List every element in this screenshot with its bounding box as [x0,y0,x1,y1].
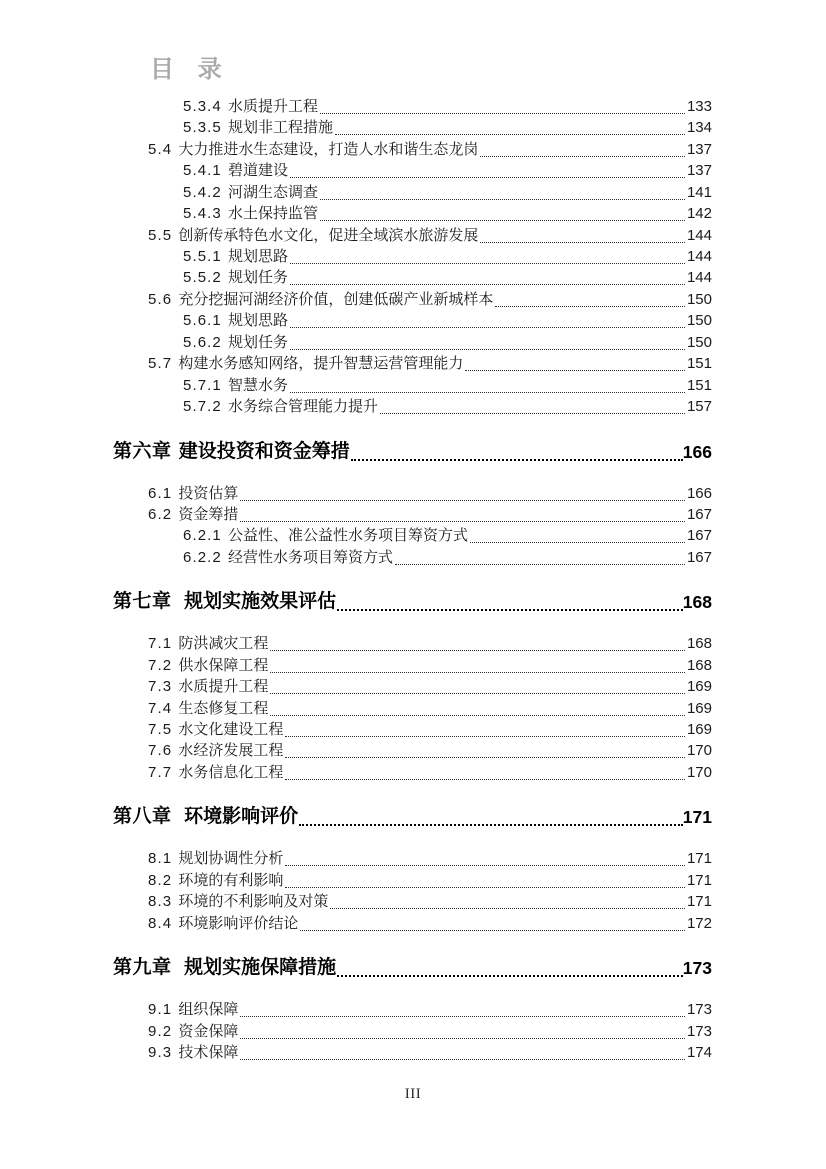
toc-entry[interactable] [113,203,712,224]
toc-entry-page: 172 [686,914,712,932]
toc-entry[interactable] [113,182,712,203]
toc-list [113,96,712,1063]
toc-entry[interactable] [113,741,712,762]
toc-entry-title: 规划协调性分析 [178,850,284,868]
toc-entry[interactable] [113,762,712,783]
toc-entry-separator [172,804,183,830]
toc-entry-separator [172,289,176,310]
toc-entry-separator [222,310,226,331]
toc-entry-page: 137 [686,162,712,180]
toc-entry-title: 水土保持监管 [228,205,319,223]
toc-entry-page: 144 [686,269,712,287]
toc-entry-title: 公益性、准公益性水务项目筹资方式 [228,527,469,545]
toc-entry-page: 141 [686,183,712,201]
toc-entry-page: 167 [686,505,712,523]
leader-dots [285,757,685,758]
toc-entry-page: 171 [686,850,712,868]
toc-entry-number: 5.6.1 [183,312,222,330]
toc-entry-title: 技术保障 [178,1043,239,1061]
toc-entry-separator [172,504,176,525]
toc-entry-title: 规划实施效果评估 [184,591,337,613]
toc-entry[interactable] [113,848,712,869]
leader-dots [290,177,685,178]
leader-dots [335,134,685,135]
toc-entry-separator [222,117,226,138]
toc-entry-page: 150 [686,333,712,351]
toc-entry[interactable] [113,999,712,1020]
toc-entry[interactable] [113,913,712,934]
toc-entry-separator [222,547,226,568]
toc-entry-separator [172,999,176,1020]
toc-entry-number: 8.2 [148,871,173,889]
toc-entry[interactable] [113,139,712,160]
toc-entry-title: 大力推进水生态建设，打造人水和谐生态龙岗 [178,140,479,158]
toc-entry[interactable] [113,1021,712,1042]
leader-dots [480,242,685,243]
toc-entry[interactable] [113,633,712,654]
toc-entry-number: 5.4.1 [183,162,222,180]
toc-entry-separator [222,96,226,117]
toc-entry[interactable] [113,525,712,546]
toc-entry-separator [172,139,176,160]
toc-entry-title: 规划实施保障措施 [184,957,337,979]
toc-entry-separator [222,332,226,353]
toc-entry-title: 水务信息化工程 [178,763,284,781]
toc-entry[interactable] [113,804,712,830]
toc-entry-page: 144 [686,248,712,266]
toc-entry-separator [172,870,176,891]
toc-entry-separator [172,913,176,934]
leader-dots [465,370,685,371]
toc-entry-page: 174 [686,1043,712,1061]
leader-dots [240,1059,685,1060]
toc-entry[interactable] [113,375,712,396]
toc-entry[interactable] [113,547,712,568]
toc-entry-title: 环境影响评价结论 [178,914,299,932]
toc-entry-title: 水质提升工程 [228,97,319,115]
toc-entry-separator [172,225,176,246]
toc-entry-number: 7.2 [148,656,173,674]
toc-entry-number: 7.5 [148,721,173,739]
toc-entry-title: 充分挖掘河湖经济价值，创建低碳产业新城样本 [178,290,494,308]
toc-entry-number: 6.1 [148,484,173,502]
leader-dots [290,349,685,350]
toc-entry-separator [222,267,226,288]
toc-entry-number: 5.5.2 [183,269,222,287]
toc-entry-page: 173 [682,958,712,979]
toc-entry-title: 建设投资和资金筹措 [178,440,350,462]
toc-entry-number: 8.1 [148,850,173,868]
toc-entry-page: 173 [686,1001,712,1019]
leader-dots [285,779,685,780]
toc-entry-separator [172,740,176,761]
toc-entry-title: 规划思路 [228,248,289,266]
leader-dots [395,564,685,565]
toc-entry-number: 第七章 [113,591,172,613]
toc-entry-title: 水质提升工程 [178,678,269,696]
toc-entry[interactable] [113,353,712,374]
toc-entry-title: 水文化建设工程 [178,721,284,739]
leader-dots [337,609,683,611]
leader-dots [320,220,685,221]
toc-entry-number: 5.5.1 [183,248,222,266]
toc-entry[interactable] [113,289,712,310]
toc-entry[interactable] [113,870,712,891]
toc-entry-number: 7.1 [148,635,173,653]
toc-entry-title: 投资估算 [178,484,239,502]
leader-dots [270,650,685,651]
toc-entry-separator [222,375,226,396]
leader-dots [299,824,683,826]
toc-entry[interactable] [113,655,712,676]
toc-entry[interactable] [113,483,712,504]
toc-entry-number: 第六章 [113,440,172,462]
toc-entry-number: 第九章 [113,957,172,979]
toc-entry-number: 5.5 [148,226,173,244]
toc-entry-separator [172,633,176,654]
leader-dots [240,521,685,522]
toc-entry-separator [172,955,183,981]
leader-dots [320,113,685,114]
leader-dots [285,736,685,737]
toc-entry-page: 173 [686,1022,712,1040]
leader-dots [495,306,685,307]
toc-entry-number: 5.4.3 [183,205,222,223]
toc-entry-number: 7.7 [148,763,173,781]
toc-entry[interactable] [113,96,712,117]
toc-entry[interactable] [113,246,712,267]
toc-entry-page: 171 [686,871,712,889]
toc-entry[interactable] [113,504,712,525]
toc-entry-title: 环境影响评价 [184,806,299,828]
toc-entry-number: 5.6 [148,290,173,308]
leader-dots [320,199,685,200]
toc-entry-separator [222,160,226,181]
toc-entry-separator [172,589,183,615]
toc-entry-number: 5.7.1 [183,376,222,394]
toc-entry-title: 防洪减灾工程 [178,635,269,653]
toc-entry-title: 资金筹措 [178,505,239,523]
toc-entry-title: 组织保障 [178,1001,239,1019]
toc-entry-number: 6.2 [148,505,173,523]
leader-dots [300,930,685,931]
toc-entry-title: 规划思路 [228,312,289,330]
toc-entry-separator [222,203,226,224]
toc-entry-number: 5.4.2 [183,183,222,201]
toc-entry-page: 169 [686,721,712,739]
toc-entry-number: 8.3 [148,893,173,911]
toc-entry-number: 5.3.4 [183,97,222,115]
toc-entry[interactable] [113,310,712,331]
leader-dots [240,1038,685,1039]
toc-entry-page: 134 [686,119,712,137]
toc-entry-separator [172,719,176,740]
toc-entry-separator [172,1021,176,1042]
toc-entry-separator [172,1042,176,1063]
toc-entry-separator [172,353,176,374]
leader-dots [380,413,685,414]
leader-dots [290,263,685,264]
toc-entry-title: 生态修复工程 [178,699,269,717]
toc-entry-page: 151 [686,376,712,394]
toc-entry-separator [172,848,176,869]
toc-entry-page: 166 [686,484,712,502]
toc-entry-number: 9.2 [148,1022,173,1040]
toc-entry[interactable] [113,955,712,981]
toc-entry-title: 环境的有利影响 [178,871,284,889]
leader-dots [285,887,685,888]
toc-entry-page: 144 [686,226,712,244]
toc-entry-title: 智慧水务 [228,376,289,394]
toc-entry[interactable] [113,117,712,138]
toc-entry-page: 169 [686,678,712,696]
toc-entry-number: 5.6.2 [183,333,222,351]
toc-entry-number: 8.4 [148,914,173,932]
toc-entry-title: 规划任务 [228,269,289,287]
page-title: 目 录 [150,56,223,83]
toc-entry-separator [172,891,176,912]
leader-dots [270,715,685,716]
toc-entry-number: 第八章 [113,806,172,828]
toc-entry-separator [172,762,176,783]
toc-entry[interactable] [113,676,712,697]
toc-entry-page: 150 [686,290,712,308]
toc-entry[interactable] [113,589,712,615]
leader-dots [270,672,685,673]
toc-entry-title: 资金保障 [178,1022,239,1040]
toc-entry-page: 167 [686,548,712,566]
toc-entry-page: 150 [686,312,712,330]
leader-dots [480,156,685,157]
toc-entry-page: 151 [686,355,712,373]
toc-entry-page: 142 [686,205,712,223]
toc-entry-page: 157 [686,398,712,416]
leader-dots [290,392,685,393]
toc-entry-page: 133 [686,97,712,115]
toc-entry-separator [172,698,176,719]
leader-dots [330,908,685,909]
toc-entry-number: 6.2.2 [183,548,222,566]
toc-entry-page: 167 [686,527,712,545]
toc-entry-title: 水经济发展工程 [178,742,284,760]
toc-entry-number: 5.4 [148,140,173,158]
toc-entry-number: 9.3 [148,1043,173,1061]
toc-entry-title: 规划非工程措施 [228,119,334,137]
leader-dots [240,500,685,501]
toc-entry-separator [172,483,176,504]
toc-entry-title: 碧道建设 [228,162,289,180]
leader-dots [290,327,685,328]
toc-entry-title: 经营性水务项目筹资方式 [228,548,394,566]
page-number-footer: III [404,1086,422,1102]
toc-entry-number: 9.1 [148,1001,173,1019]
toc-entry-title: 供水保障工程 [178,656,269,674]
toc-entry-page: 166 [682,441,712,462]
toc-entry[interactable] [113,225,712,246]
toc-entry-page: 168 [682,592,712,613]
toc-entry-separator [222,525,226,546]
leader-dots [337,975,683,977]
toc-entry-separator [222,182,226,203]
toc-entry-number: 5.7.2 [183,398,222,416]
toc-entry-title: 创新传承特色水文化，促进全域滨水旅游发展 [178,226,479,244]
toc-entry[interactable] [113,268,712,289]
leader-dots [351,459,683,461]
toc-entry-number: 5.7 [148,355,173,373]
toc-entry-number: 7.6 [148,742,173,760]
toc-entry-page: 170 [686,763,712,781]
toc-entry[interactable] [113,396,712,417]
toc-entry[interactable] [113,719,712,740]
toc-entry-separator [172,655,176,676]
leader-dots [285,865,685,866]
toc-entry-title: 水务综合管理能力提升 [228,398,379,416]
toc-entry-page: 171 [686,893,712,911]
toc-entry-page: 137 [686,140,712,158]
toc-entry-separator [172,676,176,697]
toc-entry-page: 168 [686,635,712,653]
toc-entry-number: 7.4 [148,699,173,717]
toc-entry-page: 169 [686,699,712,717]
toc-entry[interactable] [113,698,712,719]
toc-entry-number: 7.3 [148,678,173,696]
toc-entry-page: 170 [686,742,712,760]
toc-entry-page: 168 [686,656,712,674]
toc-entry-separator [222,396,226,417]
toc-entry-separator [172,439,177,465]
toc-entry-title: 环境的不利影响及对策 [178,893,329,911]
toc-entry[interactable] [113,891,712,912]
leader-dots [240,1016,685,1017]
leader-dots [270,693,685,694]
leader-dots [290,284,685,285]
leader-dots [470,542,685,543]
toc-entry-separator [222,246,226,267]
toc-entry-title: 构建水务感知网络，提升智慧运营管理能力 [178,355,464,373]
toc-entry[interactable] [113,1042,712,1063]
toc-entry-title: 河湖生态调查 [228,183,319,201]
toc-entry-number: 6.2.1 [183,527,222,545]
toc-entry-title: 规划任务 [228,333,289,351]
toc-entry-number: 5.3.5 [183,119,222,137]
toc-entry[interactable] [113,439,712,465]
toc-entry-page: 171 [682,807,712,828]
toc-entry[interactable] [113,160,712,181]
toc-entry[interactable] [113,332,712,353]
